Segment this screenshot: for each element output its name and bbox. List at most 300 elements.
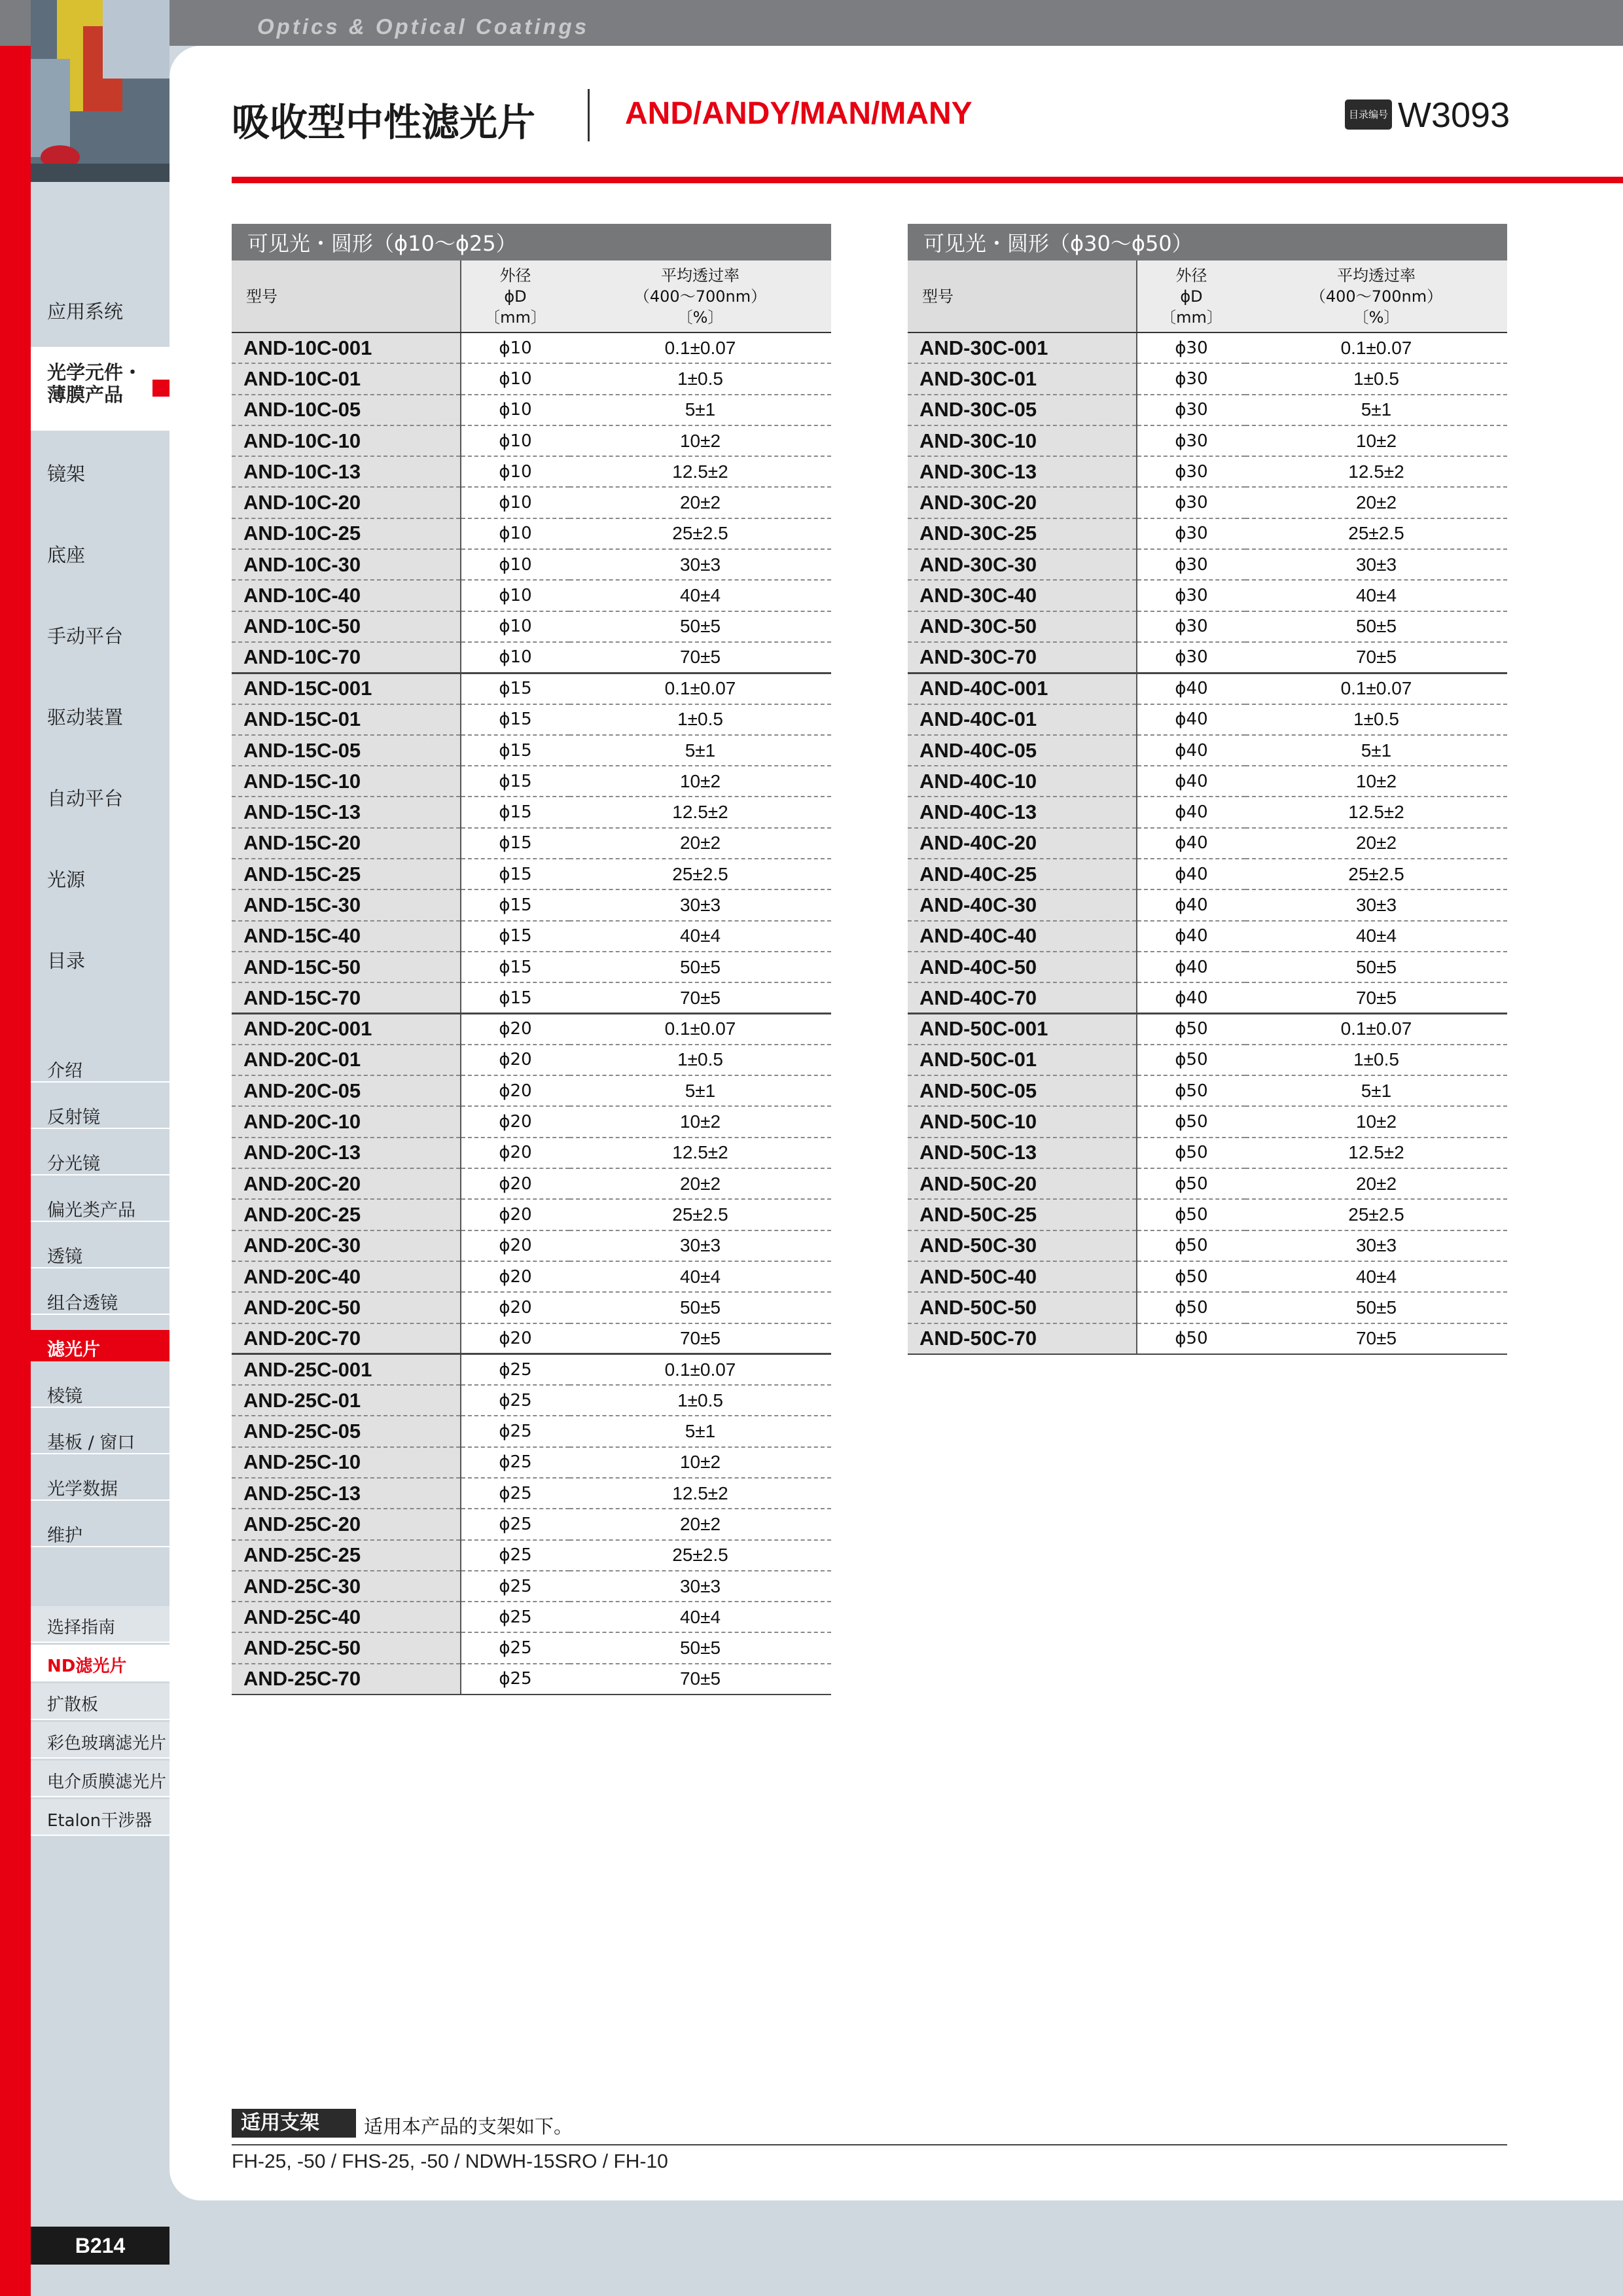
model-cell: AND-15C-25 [232, 859, 461, 889]
catalog-number: W3093 [1398, 96, 1510, 135]
sidebar-sub-item-6[interactable]: 滤光片 [31, 1330, 169, 1361]
diameter-cell: ϕ20 [461, 1230, 569, 1261]
table-row [232, 1138, 831, 1168]
transmittance-cell: 1±0.5 [1245, 363, 1507, 394]
transmittance-cell: 5±1 [569, 395, 831, 425]
table-row [232, 859, 831, 889]
diameter-cell: ϕ30 [1137, 549, 1245, 580]
transmittance-cell: 70±5 [569, 642, 831, 673]
transmittance-cell: 50±5 [569, 1292, 831, 1323]
diameter-cell: ϕ30 [1137, 456, 1245, 487]
table-row [232, 1478, 831, 1509]
model-cell: AND-20C-10 [232, 1106, 461, 1137]
transmittance-cell: 12.5±2 [569, 797, 831, 827]
model-cell: AND-25C-50 [232, 1632, 461, 1663]
table-row [908, 921, 1507, 952]
diameter-cell: ϕ50 [1137, 1292, 1245, 1323]
diameter-cell: ϕ15 [461, 704, 569, 735]
diameter-cell: ϕ10 [461, 425, 569, 456]
model-cell: AND-40C-13 [908, 797, 1137, 827]
accessory-text: 适用本产品的支架如下。 [364, 2115, 573, 2138]
transmittance-cell: 20±2 [569, 1509, 831, 1539]
table-row [908, 395, 1507, 425]
table-row [232, 1323, 831, 1354]
sidebar-item-6[interactable]: 自动平台 [47, 787, 124, 810]
transmittance-cell: 12.5±2 [569, 1138, 831, 1168]
accessory-arrow-icon [335, 2109, 355, 2138]
table-caption: 可见光・圆形（ϕ30～ϕ50） [908, 224, 1507, 260]
diameter-cell: ϕ15 [461, 797, 569, 827]
transmittance-cell: 1±0.5 [569, 363, 831, 394]
diameter-cell: ϕ10 [461, 363, 569, 394]
table-row [232, 1416, 831, 1446]
sidebar-sub-item-2[interactable]: 分光镜 [31, 1131, 169, 1175]
table-row [908, 1075, 1507, 1106]
diameter-cell: ϕ40 [1137, 735, 1245, 766]
diameter-cell: ϕ15 [461, 982, 569, 1013]
table-row [908, 952, 1507, 982]
table-row [908, 766, 1507, 797]
transmittance-cell: 40±4 [569, 1602, 831, 1632]
table-row [232, 1106, 831, 1137]
diameter-cell: ϕ25 [461, 1540, 569, 1571]
diameter-cell: ϕ30 [1137, 611, 1245, 642]
transmittance-cell: 30±3 [1245, 889, 1507, 920]
model-cell: AND-15C-30 [232, 889, 461, 920]
diameter-cell: ϕ15 [461, 828, 569, 859]
model-cell: AND-50C-20 [908, 1168, 1137, 1199]
diameter-cell: ϕ40 [1137, 828, 1245, 859]
model-cell: AND-50C-50 [908, 1292, 1137, 1323]
diameter-cell: ϕ30 [1137, 332, 1245, 363]
sidebar-item-3[interactable]: 底座 [47, 544, 86, 566]
table-row [232, 889, 831, 920]
transmittance-cell: 0.1±0.07 [569, 673, 831, 704]
title-underline [232, 177, 1623, 183]
table-row [908, 673, 1507, 704]
table-row [908, 1199, 1507, 1230]
model-cell: AND-15C-20 [232, 828, 461, 859]
table-row [232, 363, 831, 394]
model-cell: AND-25C-25 [232, 1540, 461, 1571]
model-cell: AND-20C-05 [232, 1075, 461, 1106]
table-row [232, 704, 831, 735]
table-row [908, 1106, 1507, 1137]
transmittance-cell: 0.1±0.07 [569, 1014, 831, 1045]
model-cell: AND-50C-001 [908, 1014, 1137, 1045]
model-cell: AND-50C-13 [908, 1138, 1137, 1168]
model-cell: AND-15C-50 [232, 952, 461, 982]
model-cell: AND-30C-10 [908, 425, 1137, 456]
transmittance-cell: 30±3 [569, 1571, 831, 1602]
table-row [908, 1045, 1507, 1075]
transmittance-cell: 0.1±0.07 [569, 1354, 831, 1385]
table-row [908, 704, 1507, 735]
diameter-cell: ϕ25 [461, 1447, 569, 1478]
transmittance-cell: 1±0.5 [569, 1385, 831, 1416]
model-cell: AND-40C-40 [908, 921, 1137, 952]
transmittance-cell: 10±2 [1245, 1106, 1507, 1137]
model-cell: AND-30C-25 [908, 518, 1137, 549]
model-cell: AND-15C-05 [232, 735, 461, 766]
transmittance-cell: 25±2.5 [1245, 1199, 1507, 1230]
page-number: B214 [31, 2227, 169, 2265]
table-row [232, 1230, 831, 1261]
model-cell: AND-10C-40 [232, 580, 461, 611]
transmittance-cell: 70±5 [1245, 642, 1507, 673]
transmittance-cell: 40±4 [569, 580, 831, 611]
transmittance-cell: 0.1±0.07 [1245, 1014, 1507, 1045]
diameter-cell: ϕ20 [461, 1045, 569, 1075]
model-cell: AND-25C-01 [232, 1385, 461, 1416]
sidebar-item-4[interactable]: 手动平台 [47, 625, 124, 647]
table-row [908, 549, 1507, 580]
diameter-cell: ϕ15 [461, 859, 569, 889]
sidebar-item-0[interactable]: 应用系统 [47, 300, 124, 323]
sidebar-sub-item-1[interactable]: 反射镜 [31, 1085, 169, 1129]
model-cell: AND-40C-25 [908, 859, 1137, 889]
model-cell: AND-25C-40 [232, 1602, 461, 1632]
transmittance-cell: 5±1 [569, 1075, 831, 1106]
model-cell: AND-20C-01 [232, 1045, 461, 1075]
table-row [908, 332, 1507, 363]
table-row [232, 642, 831, 673]
model-cell: AND-10C-30 [232, 549, 461, 580]
model-cell: AND-20C-001 [232, 1014, 461, 1045]
transmittance-cell: 10±2 [569, 425, 831, 456]
sidebar-sub-item-3[interactable]: 偏光类产品 [31, 1177, 169, 1222]
transmittance-cell: 12.5±2 [1245, 456, 1507, 487]
table-row [908, 797, 1507, 827]
transmittance-cell: 10±2 [569, 766, 831, 797]
diameter-cell: ϕ25 [461, 1478, 569, 1509]
transmittance-cell: 20±2 [1245, 487, 1507, 518]
transmittance-cell: 5±1 [1245, 1075, 1507, 1106]
sidebar-sub2-item-5[interactable]: Etalon干涉器 [31, 1799, 169, 1836]
diameter-cell: ϕ10 [461, 549, 569, 580]
model-cell: AND-40C-70 [908, 982, 1137, 1013]
diameter-cell: ϕ25 [461, 1664, 569, 1695]
model-cell: AND-10C-13 [232, 456, 461, 487]
model-cell: AND-50C-05 [908, 1075, 1137, 1106]
model-cell: AND-25C-30 [232, 1571, 461, 1602]
diameter-cell: ϕ10 [461, 611, 569, 642]
table-row [232, 1540, 831, 1571]
transmittance-cell: 5±1 [569, 735, 831, 766]
table-row [232, 1632, 831, 1663]
model-cell: AND-20C-30 [232, 1230, 461, 1261]
diameter-cell: ϕ25 [461, 1416, 569, 1446]
model-cell: AND-25C-001 [232, 1354, 461, 1385]
header-model: 型号 [232, 260, 461, 332]
model-cell: AND-50C-01 [908, 1045, 1137, 1075]
model-cell: AND-40C-01 [908, 704, 1137, 735]
transmittance-cell: 30±3 [1245, 1230, 1507, 1261]
diameter-cell: ϕ25 [461, 1632, 569, 1663]
header-dia: 外径 ϕD 〔mm〕 [1137, 260, 1245, 332]
diameter-cell: ϕ40 [1137, 982, 1245, 1013]
table-row [232, 797, 831, 827]
diameter-cell: ϕ50 [1137, 1261, 1245, 1292]
diameter-cell: ϕ10 [461, 642, 569, 673]
transmittance-cell: 50±5 [569, 611, 831, 642]
sidebar-sub-item-10[interactable]: 维护 [31, 1503, 169, 1547]
accessory-list: FH-25, -50 / FHS-25, -50 / NDWH-15SRO / FH-10 [232, 2151, 668, 2172]
table-row [908, 487, 1507, 518]
model-cell: AND-40C-20 [908, 828, 1137, 859]
table-row [232, 332, 831, 363]
transmittance-cell: 50±5 [1245, 952, 1507, 982]
transmittance-cell: 0.1±0.07 [569, 332, 831, 363]
diameter-cell: ϕ50 [1137, 1199, 1245, 1230]
sidebar-sub-item-4[interactable]: 透镜 [31, 1224, 169, 1268]
table-row [232, 580, 831, 611]
table-row [908, 859, 1507, 889]
model-cell: AND-40C-50 [908, 952, 1137, 982]
model-cell: AND-25C-20 [232, 1509, 461, 1539]
sidebar-sub-item-5[interactable]: 组合透镜 [31, 1270, 169, 1315]
transmittance-cell: 30±3 [569, 889, 831, 920]
model-cell: AND-40C-30 [908, 889, 1137, 920]
table-row [232, 1447, 831, 1478]
page-title: 吸收型中性滤光片 [232, 100, 536, 145]
header-trans: 平均透过率 （400～700nm） 〔%〕 [1245, 260, 1507, 332]
diameter-cell: ϕ20 [461, 1261, 569, 1292]
table-row [232, 1354, 831, 1385]
model-cell: AND-30C-50 [908, 611, 1137, 642]
table-row [908, 1261, 1507, 1292]
diameter-cell: ϕ15 [461, 952, 569, 982]
diameter-cell: ϕ30 [1137, 580, 1245, 611]
table-row [232, 1168, 831, 1199]
transmittance-cell: 20±2 [569, 828, 831, 859]
transmittance-cell: 20±2 [569, 1168, 831, 1199]
sidebar-sub2-item-3[interactable]: 彩色玻璃滤光片 [31, 1722, 169, 1759]
transmittance-cell: 25±2.5 [569, 1199, 831, 1230]
diameter-cell: ϕ40 [1137, 797, 1245, 827]
model-cell: AND-10C-001 [232, 332, 461, 363]
transmittance-cell: 20±2 [1245, 828, 1507, 859]
table-row [232, 735, 831, 766]
diameter-cell: ϕ25 [461, 1509, 569, 1539]
title-divider [588, 89, 590, 141]
model-cell: AND-10C-25 [232, 518, 461, 549]
sidebar-item-7[interactable]: 光源 [47, 869, 86, 891]
table-row [908, 456, 1507, 487]
model-cell: AND-15C-001 [232, 673, 461, 704]
header-photo [31, 0, 169, 182]
model-cell: AND-10C-20 [232, 487, 461, 518]
transmittance-cell: 12.5±2 [1245, 797, 1507, 827]
diameter-cell: ϕ50 [1137, 1323, 1245, 1354]
header-subtitle: Optics & Optical Coatings [257, 14, 590, 39]
diameter-cell: ϕ40 [1137, 766, 1245, 797]
diameter-cell: ϕ15 [461, 921, 569, 952]
diameter-cell: ϕ40 [1137, 952, 1245, 982]
diameter-cell: ϕ40 [1137, 704, 1245, 735]
transmittance-cell: 25±2.5 [569, 859, 831, 889]
diameter-cell: ϕ20 [461, 1292, 569, 1323]
transmittance-cell: 25±2.5 [569, 1540, 831, 1571]
diameter-cell: ϕ10 [461, 395, 569, 425]
accessory-divider [232, 2144, 1507, 2145]
sidebar-sub-item-7[interactable]: 棱镜 [31, 1363, 169, 1408]
sidebar-sub2-item-1[interactable]: ND滤光片 [31, 1645, 169, 1681]
sidebar-item-1[interactable]: 光学元件・ 薄膜产品 [31, 347, 169, 431]
left-red-bar [0, 0, 31, 2296]
transmittance-cell: 5±1 [1245, 395, 1507, 425]
transmittance-cell: 40±4 [1245, 921, 1507, 952]
diameter-cell: ϕ10 [461, 456, 569, 487]
table-row [908, 425, 1507, 456]
table-row [232, 1509, 831, 1539]
diameter-cell: ϕ30 [1137, 642, 1245, 673]
table-caption: 可见光・圆形（ϕ10～ϕ25） [232, 224, 831, 260]
product-codes: AND/ANDY/MAN/MANY [625, 96, 972, 131]
diameter-cell: ϕ25 [461, 1571, 569, 1602]
table-row [908, 1168, 1507, 1199]
transmittance-cell: 10±2 [1245, 425, 1507, 456]
model-cell: AND-25C-13 [232, 1478, 461, 1509]
accessory-label: 适用支架 [232, 2109, 356, 2138]
diameter-cell: ϕ30 [1137, 518, 1245, 549]
model-cell: AND-20C-25 [232, 1199, 461, 1230]
model-cell: AND-30C-40 [908, 580, 1137, 611]
diameter-cell: ϕ50 [1137, 1138, 1245, 1168]
model-cell: AND-10C-10 [232, 425, 461, 456]
header-model: 型号 [908, 260, 1137, 332]
table-row [908, 611, 1507, 642]
diameter-cell: ϕ30 [1137, 363, 1245, 394]
table-row [908, 889, 1507, 920]
spec-table-left [232, 224, 831, 1695]
transmittance-cell: 70±5 [569, 982, 831, 1013]
table-row [232, 425, 831, 456]
table-row [232, 766, 831, 797]
transmittance-cell: 20±2 [569, 487, 831, 518]
table-row [232, 1602, 831, 1632]
diameter-cell: ϕ20 [461, 1075, 569, 1106]
table-row [232, 1385, 831, 1416]
sidebar-item-5[interactable]: 驱动装置 [47, 706, 124, 728]
model-cell: AND-20C-50 [232, 1292, 461, 1323]
transmittance-cell: 70±5 [569, 1664, 831, 1695]
diameter-cell: ϕ40 [1137, 859, 1245, 889]
model-cell: AND-20C-40 [232, 1261, 461, 1292]
transmittance-cell: 70±5 [1245, 1323, 1507, 1354]
diameter-cell: ϕ50 [1137, 1075, 1245, 1106]
transmittance-cell: 40±4 [1245, 580, 1507, 611]
diameter-cell: ϕ20 [461, 1199, 569, 1230]
table-row [232, 952, 831, 982]
table-row [232, 1261, 831, 1292]
model-cell: AND-20C-20 [232, 1168, 461, 1199]
model-cell: AND-15C-10 [232, 766, 461, 797]
table-row [232, 1045, 831, 1075]
model-cell: AND-40C-05 [908, 735, 1137, 766]
table-row [908, 1230, 1507, 1261]
table-row [232, 549, 831, 580]
diameter-cell: ϕ10 [461, 332, 569, 363]
active-marker-icon [152, 380, 169, 397]
sidebar-sub-item-8[interactable]: 基板 / 窗口 [31, 1410, 169, 1454]
table-row [908, 518, 1507, 549]
diameter-cell: ϕ20 [461, 1014, 569, 1045]
transmittance-cell: 70±5 [1245, 982, 1507, 1013]
diameter-cell: ϕ25 [461, 1602, 569, 1632]
table-row [232, 1199, 831, 1230]
sidebar-sub-item-9[interactable]: 光学数据 [31, 1456, 169, 1501]
diameter-cell: ϕ40 [1137, 673, 1245, 704]
table-row [232, 921, 831, 952]
model-cell: AND-10C-50 [232, 611, 461, 642]
sidebar-item-8[interactable]: 目录 [47, 950, 86, 972]
table-row [232, 487, 831, 518]
table-row [232, 828, 831, 859]
table-row [232, 1075, 831, 1106]
table-row [232, 673, 831, 704]
model-cell: AND-50C-10 [908, 1106, 1137, 1137]
model-cell: AND-30C-20 [908, 487, 1137, 518]
model-cell: AND-15C-13 [232, 797, 461, 827]
model-cell: AND-25C-10 [232, 1447, 461, 1478]
diameter-cell: ϕ20 [461, 1323, 569, 1354]
table-row [908, 1292, 1507, 1323]
transmittance-cell: 5±1 [569, 1416, 831, 1446]
table-row [232, 518, 831, 549]
table-row [232, 611, 831, 642]
table-row [232, 1664, 831, 1695]
transmittance-cell: 50±5 [1245, 611, 1507, 642]
model-cell: AND-15C-01 [232, 704, 461, 735]
sidebar-sub-item-0[interactable]: 介绍 [31, 1038, 169, 1083]
diameter-cell: ϕ15 [461, 889, 569, 920]
model-cell: AND-15C-40 [232, 921, 461, 952]
transmittance-cell: 40±4 [569, 1261, 831, 1292]
transmittance-cell: 20±2 [1245, 1168, 1507, 1199]
transmittance-cell: 12.5±2 [569, 1478, 831, 1509]
diameter-cell: ϕ15 [461, 735, 569, 766]
transmittance-cell: 30±3 [569, 1230, 831, 1261]
diameter-cell: ϕ15 [461, 673, 569, 704]
model-cell: AND-30C-05 [908, 395, 1137, 425]
transmittance-cell: 50±5 [569, 952, 831, 982]
sidebar-sub2-item-4[interactable]: 电介质膜滤光片 [31, 1761, 169, 1797]
table-row [232, 1292, 831, 1323]
transmittance-cell: 10±2 [569, 1106, 831, 1137]
model-cell: AND-20C-70 [232, 1323, 461, 1354]
header-trans: 平均透过率 （400～700nm） 〔%〕 [569, 260, 831, 332]
diameter-cell: ϕ30 [1137, 487, 1245, 518]
table-row [908, 982, 1507, 1013]
diameter-cell: ϕ15 [461, 766, 569, 797]
model-cell: AND-30C-13 [908, 456, 1137, 487]
sidebar-sub2-item-2[interactable]: 扩散板 [31, 1683, 169, 1720]
diameter-cell: ϕ50 [1137, 1168, 1245, 1199]
diameter-cell: ϕ50 [1137, 1014, 1245, 1045]
catalog-badge: 目录编号 [1345, 99, 1392, 130]
diameter-cell: ϕ50 [1137, 1230, 1245, 1261]
sidebar-item-2[interactable]: 镜架 [47, 463, 86, 485]
table-row [908, 828, 1507, 859]
sidebar-sub2-item-0[interactable]: 选择指南 [31, 1606, 169, 1643]
diameter-cell: ϕ20 [461, 1106, 569, 1137]
table-row [232, 456, 831, 487]
transmittance-cell: 40±4 [1245, 1261, 1507, 1292]
transmittance-cell: 25±2.5 [1245, 518, 1507, 549]
table-row [908, 642, 1507, 673]
diameter-cell: ϕ25 [461, 1385, 569, 1416]
